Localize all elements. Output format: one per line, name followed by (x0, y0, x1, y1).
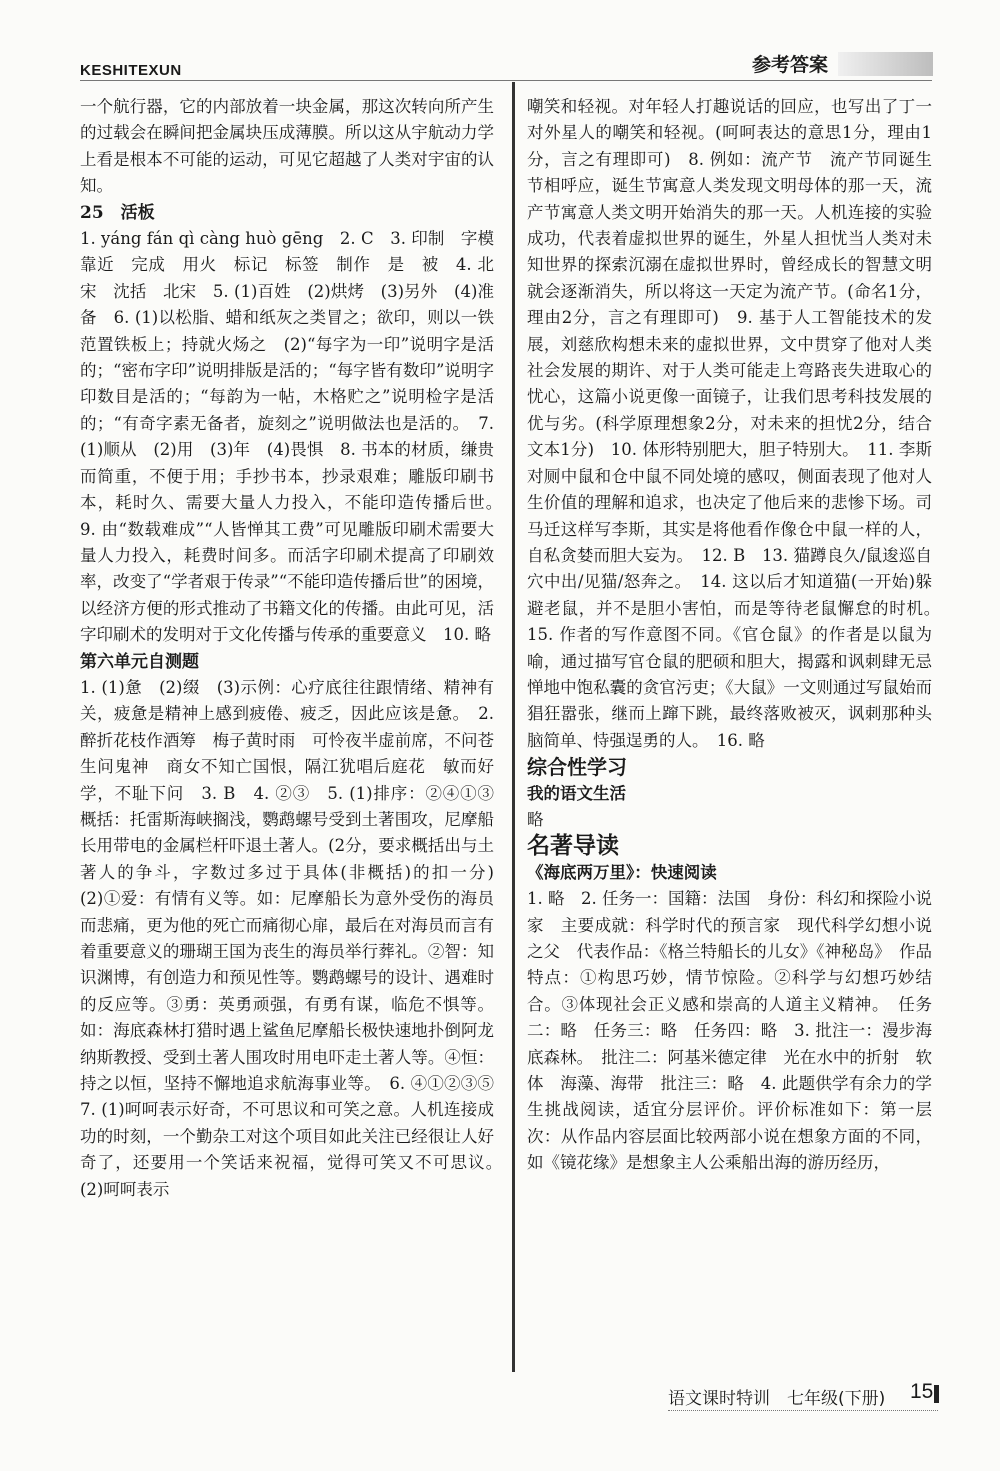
left-column (80, 94, 511, 1203)
header-decoration-bar (838, 52, 933, 76)
footer-mark (934, 1385, 939, 1403)
my-chinese-life-heading: 我的语文生活 (527, 783, 626, 803)
book-reading-answers: 1. 略 2. 任务一：国籍：法国 身份：科幻和探险小说家 主要成就：科学时代的预言家 现代科学幻想小说之父 代表作品：《格兰特船长的儿女》《神秘岛》 作品特点：①构思巧妙，情节惊险。②科学与幻想巧妙结合。③体现社会正义感和崇高的人道主义精神。 任务二：略 任务三：略 任务四：略 3. 批注一：漫步海底森林。 批注二：阿基米德定律 光在水中的折射 软体 海藻、海带 批注三：略 4. 此题供学有余力的学生挑战阅读，适宜分层评价。评价标准如下：第一层次：从作品内容层面比较两部小说在想象方面的不同，如《镜花缘》是想象主人公乘船出海的游历经历， (527, 889, 932, 1173)
footer-rule (668, 1410, 938, 1411)
comprehensive-learning-heading: 综合性学习 (527, 755, 627, 780)
unit-test-heading: 第六单元自测题 (80, 651, 199, 672)
footer-book-title: 语文课时特训 七年级(下册) (668, 1389, 886, 1409)
page-number: 15 (910, 1380, 934, 1403)
my-chinese-life-answer: 略 (527, 809, 544, 829)
right-continuation-text: 嘲笑和轻视。对年轻人打趣说话的回应，也写出了丁一对外星人的嘲笑和轻视。(呵呵表达的意思1分，理由1分，言之有理即可) 8. 例如：流产节 流产节同诞生节相呼应，诞生节寓意人类发现文明母体的那一天，流产节寓意人类文明开始消失的那一天。人机连接的实验成功，代表着虚拟世界的诞生，外星人担忧当人类对未知世界的探索沉溺在虚拟世界时，曾经成长的智慧文明就会逐渐消失，所以将这一天定为流产节。(命名1分，理由2分，言之有理即可) 9. 基于人工智能技术的发展，刘慈欣构想未来的虚拟世界，文中贯穿了他对人类社会发展的期许、对于人类可能走上弯路丧失进取心的忧心，这篇小说更像一面镜子，让我们思考科技发展的优与劣。(科学原理想象2分，对未来的担忧2分，结合文本1分) 10. 体形特别肥大，胆子特别大。 11. 李斯对厕中鼠和仓中鼠不同处境的感叹，侧面表现了他对人生价值的理解和追求，也决定了他后来的悲惨下场。司马迁这样写李斯，其实是将他看作像仓中鼠一样的人，自私贪婪而胆大妄为。 12. B 13. 猫蹲良久/鼠逡巡自穴中出/见猫/怒奔之。 14. 这以后才知道猫(一开始)躲避老鼠，并不是胆小害怕，而是等待老鼠懈怠的时机。 15. 作者的写作意图不同。《官仓鼠》的作者是以鼠为喻，通过描写官仓鼠的肥硕和胆大，揭露和讽刺肆无忌惮地中饱私囊的贪官污吏；《大鼠》一文则通过写鼠始而猖狂嚣张，继而上蹿下跳，最终落败被灭，讽刺那种头脑简单、恃强逞勇的人。 16. 略 (527, 97, 949, 750)
header-brand: KESHITEXUN (80, 62, 182, 79)
unit-test-answers: 1. (1)惫 (2)缀 (3)示例：心疗底往往跟情绪、精神有关，疲惫是精神上感到疲倦、疲乏，因此应该是惫。 2. 醉折花枝作酒筹 梅子黄时雨 可怜夜半虚前席，不问苍生问鬼神 商女不知亡国恨，隔江犹唱后庭花 敏而好学，不耻下问 3. B 4. ②③ 5. (1)排序：②④①③ 概括：托雷斯海峡搁浅，鹦鹉螺号受到土著围攻，尼摩船长用带电的金属栏杆吓退土著人。(2分，要求概括出与土著人的争斗，字数过多过于具体(非概括)的扣一分) (2)①爱：有情有义等。如：尼摩船长为意外受伤的海员而悲痛，更为他的死亡而痛彻心扉，最后在对海员而言有着重要意义的珊瑚王国为丧生的海员举行葬礼。②智：知识渊博，有创造力和预见性等。鹦鹉螺号的设计、遇难时的反应等。③勇：英勇顽强，有勇有谋，临危不惧等。如：海底森林打猎时遇上鲨鱼尼摩船长极快速地扑倒阿龙纳斯教授、受到土著人围攻时用电吓走土著人等。④恒：持之以恒，坚持不懈地追求航海事业等。 6. ④①②③⑤ 7. (1)呵呵表示好奇，不可思议和可笑之意。人机连接成功的时刻，一个勤杂工对这个项目如此关注已经很让人好奇了，还要用一个笑话来祝福，觉得可笑又不可思议。 (2)呵呵表示 (80, 677, 511, 1199)
right-column (527, 94, 949, 1177)
column-divider (512, 82, 515, 1372)
left-intro-text: 一个航行器，它的内部放着一块金属，那这次转向所产生的过载会在瞬间把金属块压成薄膜。所以这从宇航动力学上看是根本不可能的运动，可见它超越了人类对宇宙的认知。 (80, 97, 494, 196)
book-reading-heading: 《海底两万里》：快速阅读 (527, 862, 717, 882)
lesson-answers: 1. yáng fán qì càng huò gēng 2. C 3. 印制 字模 靠近 完成 用火 标记 标签 制作 是 被 4. 北宋 沈括 北宋 5. (1)百姓 (2)烘烤 (3)另外 (4)准备 6. (1)以松脂、蜡和纸灰之类冒之；欲印，则以一铁范置铁板上；持就火炀之 (2)“每字为一印”说明字是活的；“密布字印”说明排版是活的；“每字皆有数印”说明字印数目是活的；“每韵为一帖，木格贮之”说明检字是活的；“有奇字素无备者，旋刻之”说明做法也是活的。 7. (1)顺从 (2)用 (3)年 (4)畏惧 8. 书本的材质，缣贵而简重，不便于用；手抄书本，抄录艰难；雕版印刷书本，耗时久、需要大量人力投入，不能印造传播后世。 9. 由“数载难成”“人皆惮其工费”可见雕版印刷术需要大量人力投入，耗费时间多。而活字印刷术提高了印刷效率，改变了“学者艰于传录”“不能印造传播后世”的困境，以经济方便的形式推动了书籍文化的传播。由此可见，活字印刷术的发明对于文化传播与传承的重要意义 10. 略 (80, 229, 511, 645)
classics-guide-heading: 名著导读 (527, 833, 619, 860)
lesson-heading: 25 活板 (80, 202, 155, 223)
header-rule (80, 80, 932, 81)
header-section-label: 参考答案 (752, 54, 829, 76)
